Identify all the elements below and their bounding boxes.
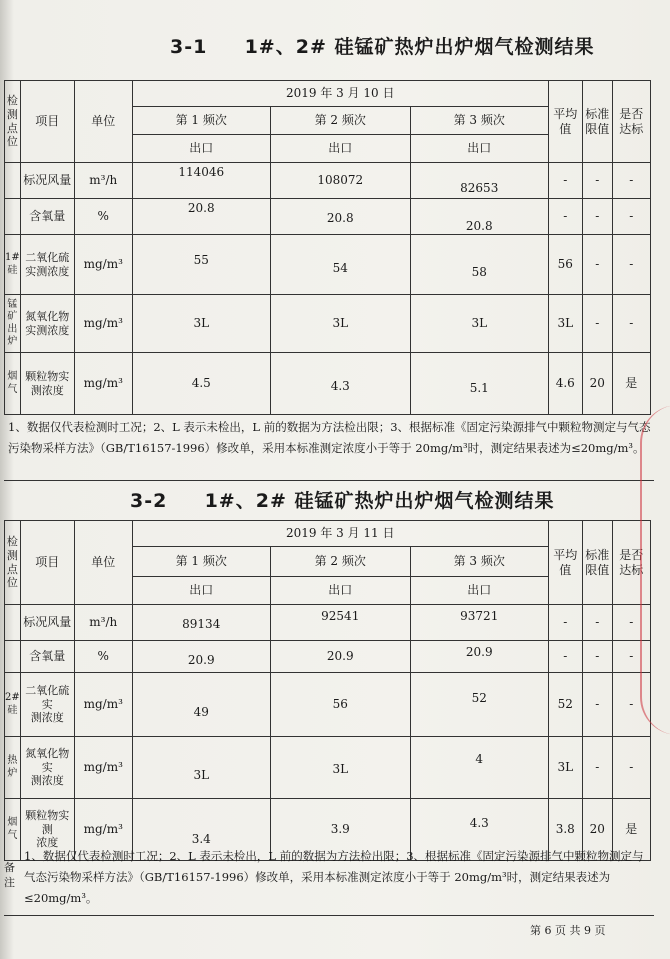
header-frequency-1: 第 1 频次 (132, 547, 270, 577)
row-limit: - (582, 641, 612, 673)
value: 20.9 (465, 645, 493, 659)
value-cell (410, 673, 548, 737)
value-cell (132, 295, 270, 353)
header-outlet-1: 出口 (132, 577, 270, 605)
section-1-title (170, 32, 594, 59)
value-cell (132, 235, 270, 295)
value: 3.9 (330, 822, 350, 836)
row-limit: - (582, 199, 612, 235)
row-compliance: 是 (612, 799, 650, 861)
row-station: 热炉 (5, 737, 21, 799)
row-average: - (548, 605, 582, 641)
value-cell (270, 199, 410, 235)
value-cell (410, 295, 548, 353)
row-limit: - (582, 295, 612, 353)
value: 5.1 (469, 381, 489, 395)
row-station (5, 605, 21, 641)
section-2-note (4, 846, 654, 916)
table-row (5, 199, 651, 235)
row-station: 烟气 (5, 353, 21, 415)
row-unit: mg/m³ (74, 295, 132, 353)
header-compliance: 是否 达标 (612, 81, 650, 163)
row-average: 3L (548, 295, 582, 353)
row-average: 3L (548, 737, 582, 799)
value-cell (270, 641, 410, 673)
row-item: 氮氧化物 实测浓度 (20, 295, 74, 353)
row-station: 1#硅 (5, 235, 21, 295)
section-2-number: 3-2 (130, 490, 168, 512)
header-date: 2019 年 3 月 10 日 (132, 81, 548, 107)
header-outlet-2: 出口 (270, 577, 410, 605)
row-average: 4.6 (548, 353, 582, 415)
section-2-title (130, 486, 554, 513)
value: 56 (332, 697, 348, 711)
value: 49 (193, 705, 209, 719)
header-limit: 标准 限值 (582, 81, 612, 163)
table-row (5, 641, 651, 673)
results-table-2 (4, 520, 651, 861)
row-item: 二氧化硫 实测浓度 (20, 235, 74, 295)
row-station: 烟气 (5, 799, 21, 861)
value: 3L (332, 316, 349, 330)
row-limit: - (582, 605, 612, 641)
row-unit: % (74, 199, 132, 235)
header-unit: 单位 (74, 521, 132, 605)
value-cell (270, 605, 410, 641)
section-2-title-text: 1#、2# 硅锰矿热炉出炉烟气检测结果 (204, 490, 555, 512)
row-station: 2#硅 (5, 673, 21, 737)
header-unit: 单位 (74, 81, 132, 163)
row-item: 颗粒物实 测浓度 (20, 353, 74, 415)
table-row (5, 673, 651, 737)
value: 93721 (460, 609, 499, 623)
row-limit: - (582, 673, 612, 737)
header-outlet-3: 出口 (410, 577, 548, 605)
value-cell (410, 353, 548, 415)
value-cell (270, 235, 410, 295)
table-row (5, 235, 651, 295)
value: 55 (193, 253, 209, 267)
value-cell (410, 163, 548, 199)
value-cell (132, 641, 270, 673)
row-item: 含氧量 (20, 641, 74, 673)
value: 4.5 (191, 376, 211, 390)
row-unit: mg/m³ (74, 673, 132, 737)
page-number: 第 6 页 共 9 页 (530, 924, 606, 937)
row-unit: mg/m³ (74, 235, 132, 295)
row-unit: m³/h (74, 605, 132, 641)
header-limit: 标准 限值 (582, 521, 612, 605)
row-average: - (548, 199, 582, 235)
row-average: - (548, 641, 582, 673)
value-cell (270, 737, 410, 799)
row-compliance: - (612, 235, 650, 295)
row-unit: % (74, 641, 132, 673)
row-item: 颗粒物实测 浓度 (20, 799, 74, 861)
value: 20.9 (326, 649, 354, 663)
value-cell (132, 199, 270, 235)
value: 52 (471, 691, 487, 705)
value: 3.4 (191, 832, 211, 846)
value: 3L (471, 316, 488, 330)
row-compliance: - (612, 737, 650, 799)
row-compliance: 是 (612, 353, 650, 415)
row-compliance: - (612, 163, 650, 199)
value-cell (132, 673, 270, 737)
value-cell (270, 295, 410, 353)
table-row (5, 605, 651, 641)
row-compliance: - (612, 605, 650, 641)
value: 114046 (178, 165, 225, 179)
header-frequency-3: 第 3 频次 (410, 107, 548, 135)
value: 92541 (321, 609, 360, 623)
value: 58 (471, 265, 487, 279)
row-unit: mg/m³ (74, 737, 132, 799)
value: 20.8 (187, 201, 215, 215)
row-item: 二氧化硫实 测浓度 (20, 673, 74, 737)
section-1-number: 3-1 (170, 36, 208, 58)
row-compliance: - (612, 199, 650, 235)
section-2-note-text: 1、数据仅代表检测时工况；2、L 表示未检出，L 前的数据为方法检出限；3、根据标准《固定污染源排气中颗粒物测定与气态污染物采样方法》（GB/T16157-1996）修改单，采用本标准测定浓度小于等于 20mg/m³时，测定结果表述为≤20mg/m³。 (24, 849, 644, 905)
header-frequency-2: 第 2 频次 (270, 547, 410, 577)
header-outlet-2: 出口 (270, 135, 410, 163)
row-item: 标况风量 (20, 605, 74, 641)
row-limit: 20 (582, 353, 612, 415)
header-average: 平均 值 (548, 521, 582, 605)
value: 20.8 (465, 219, 493, 233)
row-station (5, 641, 21, 673)
value-cell (410, 605, 548, 641)
value: 4 (475, 752, 484, 766)
row-limit: 20 (582, 799, 612, 861)
table-row (5, 353, 651, 415)
value-cell (410, 737, 548, 799)
value: 82653 (460, 181, 499, 195)
results-table-1 (4, 80, 651, 415)
value: 20.9 (187, 653, 215, 667)
value-cell (270, 673, 410, 737)
row-unit: mg/m³ (74, 799, 132, 861)
value-cell (132, 605, 270, 641)
value-cell (132, 353, 270, 415)
section-1-title-text: 1#、2# 硅锰矿热炉出炉烟气检测结果 (244, 36, 595, 58)
red-seal-edge (640, 405, 670, 735)
header-frequency-2: 第 2 频次 (270, 107, 410, 135)
header-date: 2019 年 3 月 11 日 (132, 521, 548, 547)
section-1-note: 1、数据仅代表检测时工况；2、L 表示未检出，L 前的数据为方法检出限；3、根据标准《固定污染源排气中颗粒物测定与气态污染物采样方法》（GB/T16157-1996）修改单，采用本标准测定浓度小于等于 20mg/m³时，测定结果表述为≤20mg/m³。 (4, 417, 654, 481)
value-cell (410, 199, 548, 235)
row-station (5, 199, 21, 235)
row-compliance: - (612, 673, 650, 737)
header-station: 检测 点位 (5, 81, 21, 163)
row-station: 锰矿 出炉 (5, 295, 21, 353)
header-station: 检测 点位 (5, 521, 21, 605)
value: 3L (193, 316, 210, 330)
value: 4.3 (469, 816, 489, 830)
value-cell (132, 737, 270, 799)
table-row (5, 163, 651, 199)
header-average: 平均 值 (548, 81, 582, 163)
row-limit: - (582, 737, 612, 799)
row-compliance: - (612, 295, 650, 353)
row-average: 3.8 (548, 799, 582, 861)
row-average: 56 (548, 235, 582, 295)
header-compliance: 是否 达标 (612, 521, 650, 605)
row-station (5, 163, 21, 199)
row-item: 氮氧化物实 测浓度 (20, 737, 74, 799)
row-item: 标况风量 (20, 163, 74, 199)
table-row (5, 295, 651, 353)
value-cell (270, 353, 410, 415)
row-limit: - (582, 235, 612, 295)
header-item: 项目 (20, 81, 74, 163)
value: 3L (332, 762, 349, 776)
value: 108072 (317, 173, 364, 187)
value-cell (132, 163, 270, 199)
header-frequency-1: 第 1 频次 (132, 107, 270, 135)
header-outlet-1: 出口 (132, 135, 270, 163)
row-limit: - (582, 163, 612, 199)
header-item: 项目 (20, 521, 74, 605)
table-row (5, 737, 651, 799)
value: 20.8 (326, 211, 354, 225)
header-outlet-3: 出口 (410, 135, 548, 163)
value: 4.3 (330, 379, 350, 393)
row-compliance: - (612, 641, 650, 673)
value-cell (410, 641, 548, 673)
row-item: 含氧量 (20, 199, 74, 235)
value: 3L (193, 768, 210, 782)
row-unit: mg/m³ (74, 353, 132, 415)
value: 89134 (182, 617, 221, 631)
header-frequency-3: 第 3 频次 (410, 547, 548, 577)
row-unit: m³/h (74, 163, 132, 199)
value: 54 (332, 261, 348, 275)
row-average: 52 (548, 673, 582, 737)
note-label: 备注 (4, 861, 15, 889)
row-average: - (548, 163, 582, 199)
value-cell (410, 235, 548, 295)
value-cell (270, 163, 410, 199)
